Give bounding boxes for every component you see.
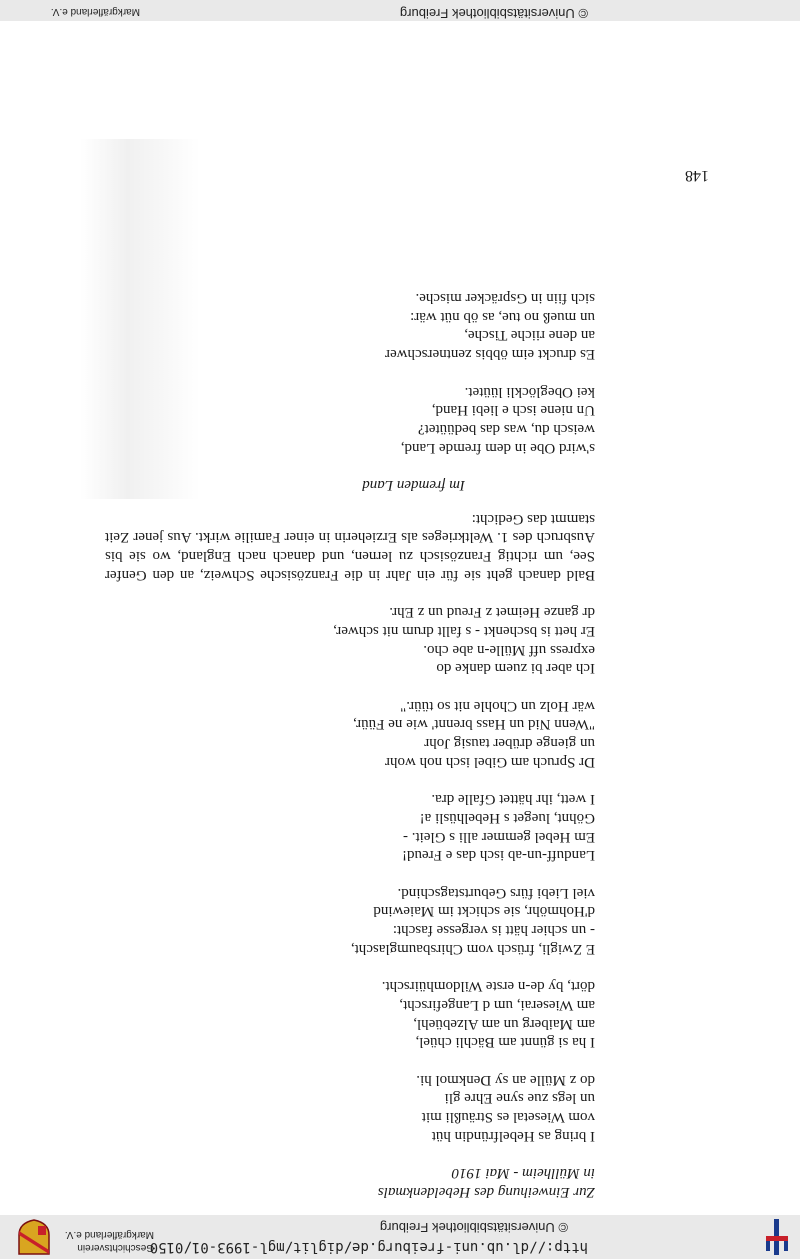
poem1-stanza — [105, 1070, 595, 1145]
poem2-stanzas — [105, 288, 595, 456]
poem2-stanza — [105, 382, 595, 457]
footer-library: © Universitätsbibliothek Freiburg — [399, 6, 588, 21]
verse-line: sich fiin in Gspräcker mische. — [415, 290, 595, 307]
footer-society: Markgräflerland e.V. — [50, 6, 140, 17]
poem1-stanzas — [105, 603, 595, 1145]
verse-line: d'Hohmöhr, sie schickt im Maiewind — [373, 903, 595, 920]
ub-logo-icon — [762, 1219, 792, 1255]
verse-line: un gienge drüber tausig Johr — [424, 735, 595, 752]
verse-line: dört, by de-n erste Wildomhüirscht. — [381, 978, 595, 995]
society-crest-icon — [18, 1219, 50, 1255]
poem1-stanza — [105, 883, 595, 958]
poem1-stanza — [105, 790, 595, 865]
verse-line: weisch du, was das bedüütet? — [417, 421, 595, 437]
header-bar — [0, 1215, 800, 1259]
poem2-stanza — [105, 288, 595, 363]
verse-line: Göhnt, lueget s Hebelhüsli a! — [419, 810, 595, 826]
verse-line: Ich aber bi zuem danke do — [436, 660, 595, 677]
header-url[interactable]: http://dl.ub.uni-freiburg.de/diglit/mgl-1993-01/0150 — [149, 1239, 588, 1255]
verse-line: kei Obeglöckli lüütet. — [464, 383, 595, 400]
poem1-stanza — [105, 603, 595, 678]
verse-line: un mueß no tue, as öb nüt wär: — [410, 308, 595, 325]
verse-line: wär Holz un Chohle nit so tüür." — [400, 697, 595, 714]
verse-line: viel Liebi fürs Geburtstagschind. — [397, 884, 595, 901]
verse-line: do z Mülle an sy Denkmol hi. — [416, 1071, 595, 1088]
verse-line: Em Hebel gemmer alli s Gleit. - — [402, 828, 595, 845]
verse-line: - un schier hätt is vergesse fascht: — [392, 922, 595, 939]
verse-line: am Wieserai, um d Langefirscht, — [399, 997, 595, 1013]
poem2-title-text: Im fremden Land — [362, 477, 465, 494]
verse-line: express uff Mülle-n abe cho. — [423, 641, 595, 658]
verse-line: Un niene isch e liebi Hand, — [431, 402, 595, 419]
verse-line: am Maiberg un am Alzebüehl, — [413, 1015, 595, 1032]
poem1-stanza — [105, 696, 595, 771]
verse-line: I bring as Hebelfründin hüt — [431, 1127, 595, 1144]
poem1-title-line1: Zur Einweihung des Hebeldenkmals — [377, 1184, 595, 1200]
verse-line: un legs zue syne Ehre gli — [444, 1090, 595, 1107]
verse-line: Es druckt eim öbbis zentnerschwer — [385, 346, 595, 363]
header-society-line1: Geschichtsverein — [77, 1242, 154, 1253]
footer-bar — [0, 0, 800, 21]
verse-line: an dene riiche Tische, — [464, 327, 595, 344]
poem1-title — [105, 1164, 595, 1201]
verse-line: Dr Spruch am Gibel isch noh wohr — [385, 753, 595, 770]
header-society-line2: Markgräflerland e.V. — [64, 1229, 154, 1240]
verse-line: Er hett is bschenkt - s fallt drum nit schwer, — [333, 623, 595, 639]
verse-line: I wett, ihr hättet Gfalle dra. — [431, 791, 595, 808]
prose-paragraph: Bald danach geht sie für ein Jahr in die Französische Schweiz, an den Genfer See, um richtig Französisch zu lernen, und danach nach England, wo sie bis Ausbruch des 1. Weltkrieges als Erzieherin in einer Familie wirkt. Aus jener Zeit stammt das Gedicht: — [105, 510, 595, 583]
verse-line: "Wenn Nid un Hass brennt' wie ne Füür, — [353, 716, 595, 733]
poem1-stanza — [105, 977, 595, 1052]
verse-line: dr ganze Heimet z Freud un z Ehr. — [389, 604, 595, 621]
verse-line: E Zwigli, früsch vom Chirsbaumglascht, — [350, 940, 595, 957]
page-number: 148 — [685, 167, 709, 184]
header-library: © Universitätsbibliothek Freiburg — [379, 1220, 568, 1235]
verse-line: s'wird Obe in dem fremde Land, — [400, 439, 595, 456]
verse-line: vom Wiesetal es Sträußli mit — [421, 1109, 595, 1126]
verse-line: I ha si günnt am Bächli chüel, — [415, 1034, 595, 1051]
document-body — [105, 270, 595, 1201]
poem1-title-line2: in Müllheim - Mai 1910 — [451, 1165, 595, 1182]
poem2-title — [105, 475, 465, 494]
verse-line: Landuff-un-ab isch das e Freud! — [402, 847, 595, 864]
